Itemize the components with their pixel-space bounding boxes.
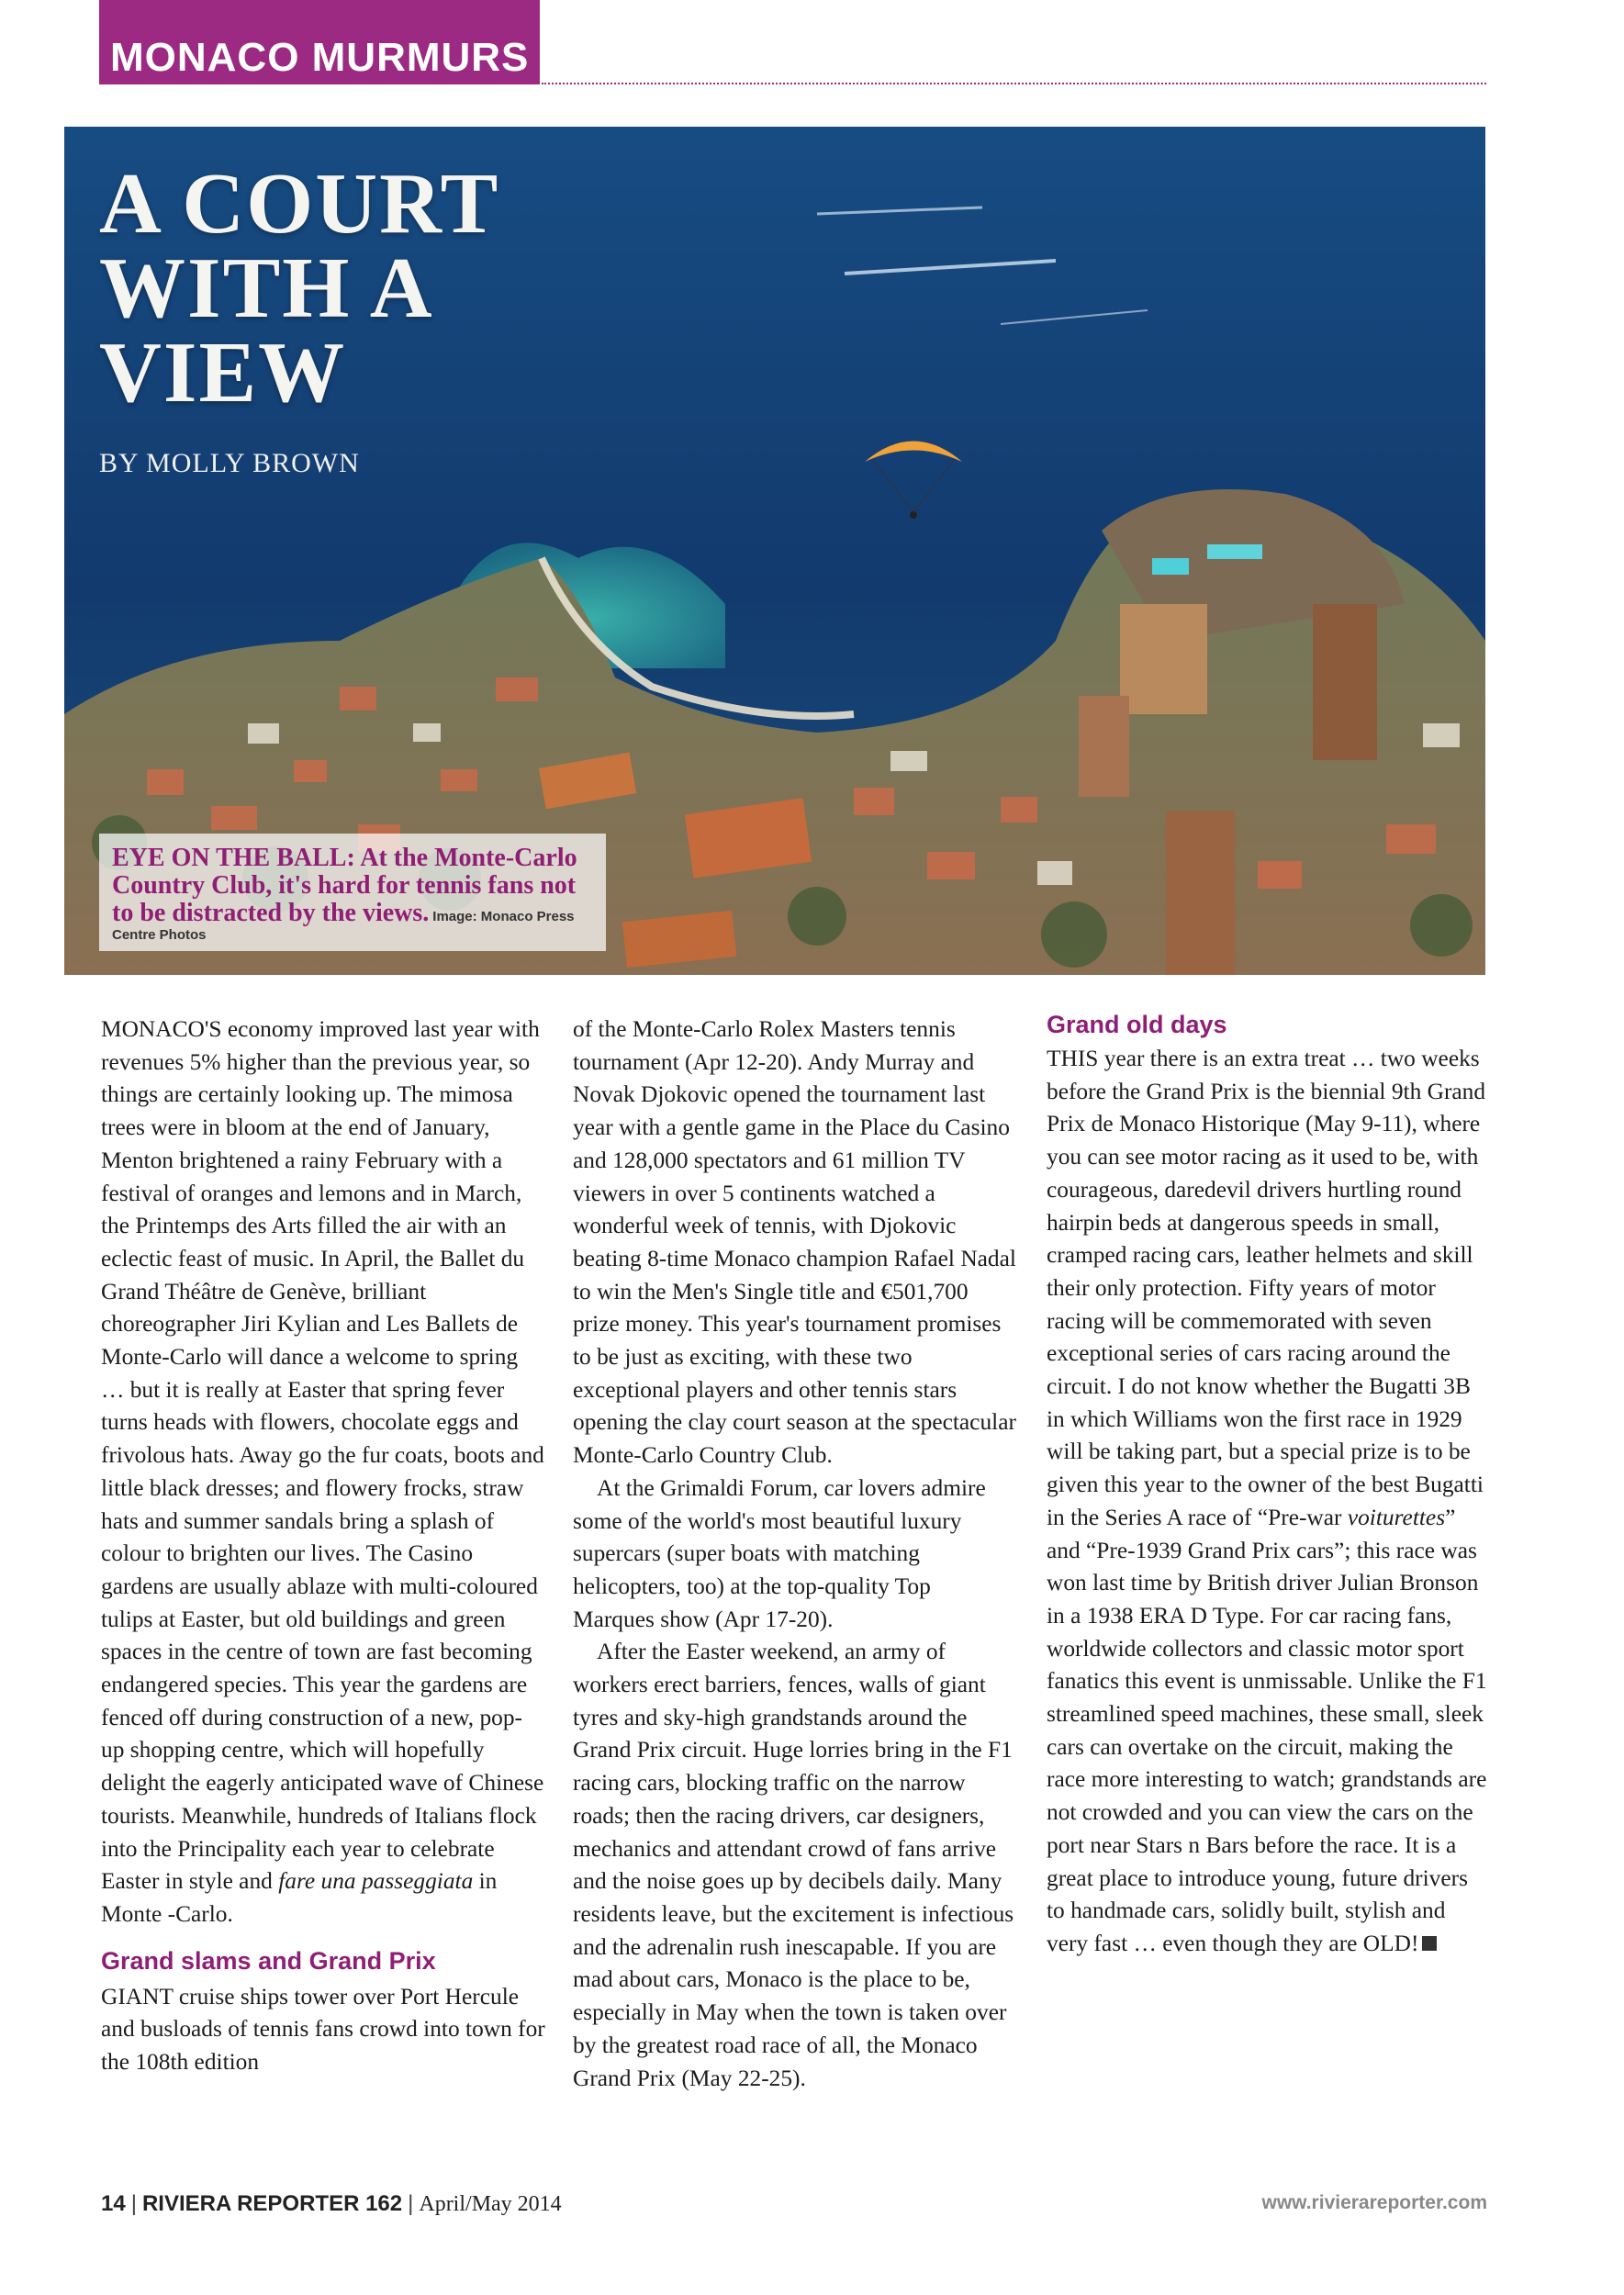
article-column-2 — [573, 1013, 1017, 2095]
paragraph-end: in Monte -Carlo. — [101, 1868, 498, 1927]
paragraph: At the Grimaldi Forum, car lovers admire some of the world's most beautiful luxury supercars (super boats with matching helicopters, too) at the top-quality Top Marques show (Apr 17-20). — [573, 1474, 986, 1632]
caption-text: EYE ON THE BALL: At the Monte-Carlo Country Club, it's hard for tennis fans not to be distracted by the views. — [112, 844, 577, 927]
article-column-3 — [1047, 1006, 1491, 1961]
hero-photo — [64, 127, 1485, 975]
paragraph — [1047, 1043, 1491, 1961]
publication-name: RIVIERA REPORTER 162 — [141, 2191, 403, 2216]
photo-credit: Image: Monaco Press Centre Photos — [112, 909, 575, 943]
italic-phrase: voiturettes — [1347, 1504, 1446, 1530]
byline: BY MOLLY BROWN — [99, 448, 360, 478]
subheading-grand-old-days: Grand old days — [1047, 1011, 1227, 1038]
paragraph-text-continued: ” and “Pre-1939 Grand Prix cars”; this race was won last time by British driver Julian Bronson in a 1938 ERA D Type. For car racing fans, worldwide collectors and classic motor sport fanatics this event is unmissable. Unlike the F1 streamlined speed machines, these small, sleek cars can overtake on the circuit, making the race more interesting to watch; grandstands are not crowded and you can view the cars on the port near Stars n Bars before the race. It is a great place to introduce young, future drivers to handmade cars, solidly built, stylish and very fast … even though they are OLD! — [1047, 1504, 1487, 1956]
paragraph: GIANT cruise ships tower over Port Hercule and busloads of tennis fans crowd into town for the 108th edition — [101, 1983, 545, 2076]
section-tag — [99, 0, 540, 84]
paragraph: After the Easter weekend, an army of workers erect barriers, fences, walls of giant tyres and sky-high grandstands around the Grand Prix circuit. Huge lorries bring in the F1 racing cars, blocking traffic on the narrow roads; then the racing drivers, car designers, mechanics and attendant crowd of fans arrive and the noise goes up by decibels daily. Many residents leave, but the excitement is infectious and the adrenalin rush inescapable. If you are mad about cars, Monaco is the place to be, especially in May when the town is taken over by the greatest road race of all, the Monaco Grand Prix (May 22-25). — [573, 1639, 1014, 2091]
photo-caption — [99, 834, 606, 951]
page-footer — [101, 2191, 562, 2217]
issue-date: April/May 2014 — [419, 2192, 562, 2216]
italic-phrase: fare una passeggiata — [278, 1868, 474, 1895]
footer-separator: | — [408, 2191, 414, 2216]
section-label: MONACO MURMURS — [110, 35, 530, 80]
paragraph — [101, 1013, 545, 1931]
article-title: A COURT WITH A VIEW — [99, 156, 498, 420]
end-of-article-square-icon — [1422, 1936, 1437, 1951]
paragraph-text: MONACO'S economy improved last year with revenues 5% higher than the previous year, so things are certainly looking up. The mimosa trees were in bloom at the end of January, Menton brightened a rainy February with a festival of oranges and lemons and in March, the Printemps des Arts filled the air with an eclectic feast of music. In April, the Ballet du Grand Théâtre de Genève, brilliant choreographer Jiri Kylian and Les Ballets de Monte-Carlo will dance a welcome to spring … but it is really at Easter that spring fever turns heads with flowers, chocolate eggs and frivolous hats. Away go the fur coats, boots and little black dresses; and flowery frocks, straw hats and summer sandals bring a splash of colour to brighten our lives. The Casino gardens are usually ablaze with multi-coloured tulips at Easter, but old buildings and green spaces in the centre of town are fast becoming endangered species. This year the gardens are fenced off during construction of a new, pop-up shopping centre, which will hopefully delight the eagerly anticipated wave of Chinese tourists. Meanwhile, hundreds of Italians flock into the Principality each year to celebrate Easter in style and — [101, 1016, 544, 1895]
paragraph: of the Monte-Carlo Rolex Masters tennis tournament (Apr 12-20). Andy Murray and Novak Djokovic opened the tournament last year with a gentle game in the Place du Casino and 128,000 spectators and 61 million TV viewers in over 5 continents watched a wonderful week of tennis, with Djokovic beating 8-time Monaco champion Rafael Nadal to win the Men's Single title and €501,700 prize money. This year's tournament promises to be just as exciting, with these two exceptional players and other tennis stars opening the clay court season at the spectacular Monte-Carlo Country Club. — [573, 1016, 1016, 1469]
website-link[interactable]: www.rivierareporter.com — [1261, 2192, 1487, 2213]
page-number: 14 — [101, 2191, 126, 2216]
article-column-1 — [101, 1013, 545, 2079]
header-dotted-rule — [542, 83, 1486, 84]
subheading-grand-slams: Grand slams and Grand Prix — [101, 1946, 436, 1975]
footer-separator: | — [130, 2191, 137, 2216]
paragraph-text: THIS year there is an extra treat … two weeks before the Grand Prix is the biennial 9th Grand Prix de Monaco Historique (May 9-11), where you can see motor racing as it used to be, with courageous, daredevil drivers hurtling round hairpin beds at dangerous speeds in small, cramped racing cars, leather helmets and skill their only protection. Fifty years of motor racing will be commemorated with seven exceptional series of cars racing around the circuit. I do not know whether the Bugatti 3B in which Williams won the first race in 1929 will be taking part, but a special prize is to be given this year to the owner of the best Bugatti in the Series A race of “Pre-war — [1047, 1046, 1486, 1530]
